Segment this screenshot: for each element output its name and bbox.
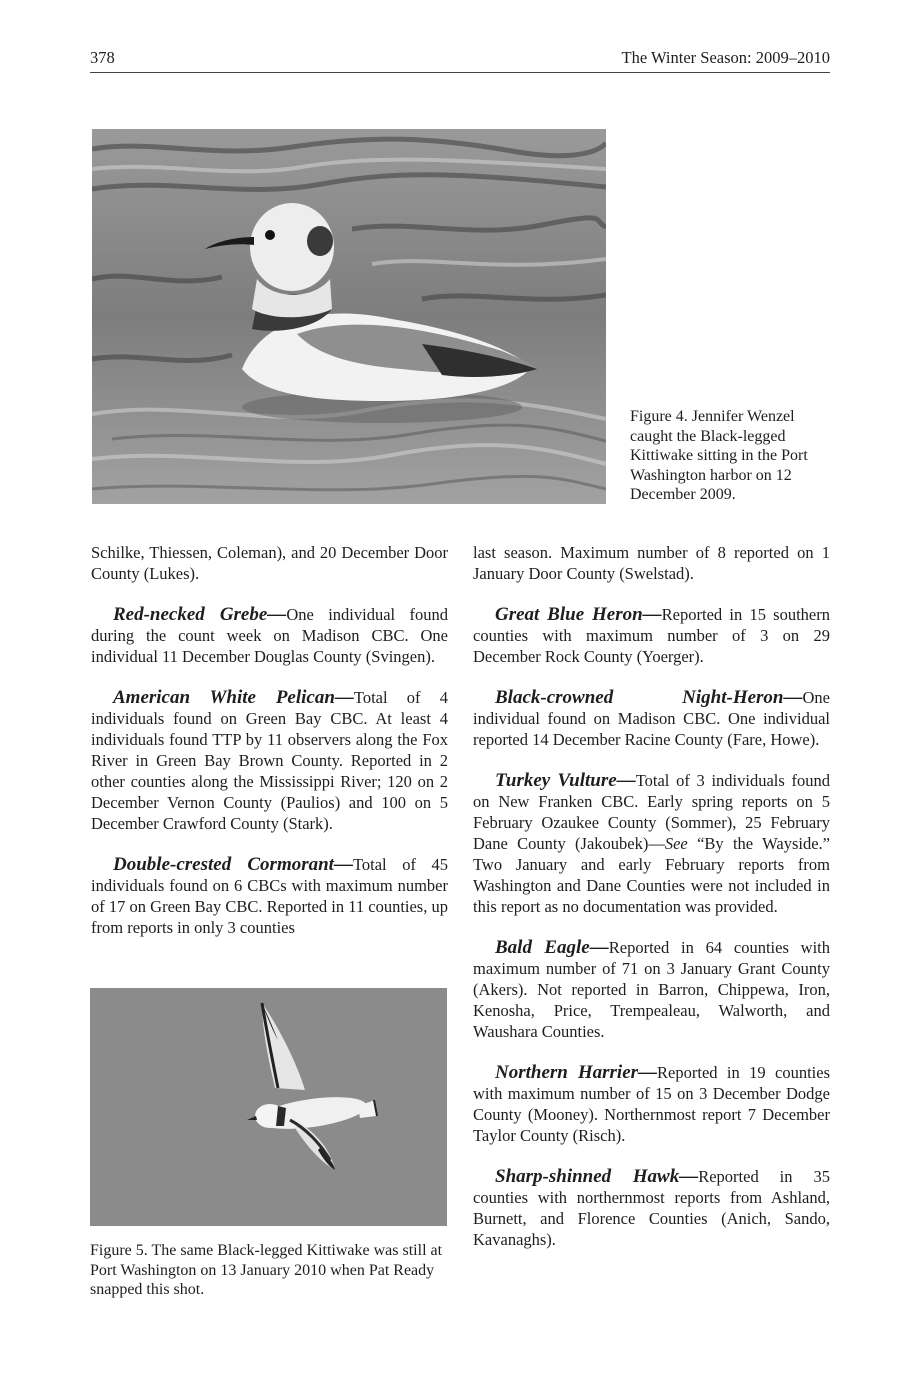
- figure-5-photo: [90, 988, 447, 1226]
- species-name: Double-crested Cormorant—: [113, 854, 353, 875]
- kittiwake-in-flight-image: [90, 988, 447, 1226]
- kittiwake-on-water-image: [92, 129, 606, 504]
- species-name: Black-crowned Night-Heron—: [495, 687, 803, 708]
- species-entry: Black-crowned Night-Heron—One individual found on Madison CBC. One individual reported 14 December Racine County (Fare, Howe).: [473, 687, 830, 749]
- species-entry: Double-crested Cormorant—Total of 45 individuals found on 6 CBCs with maximum number of 17 on Green Bay CBC. Reported in 11 counties, up from reports in only 3 counties: [91, 854, 448, 937]
- figure-5-caption: Figure 5. The same Black-legged Kittiwake was still at Port Washington on 13 January 2010 when Pat Ready snapped this shot.: [90, 1242, 443, 1298]
- species-entry: American White Pelican—Total of 4 individuals found on Green Bay CBC. At least 4 individuals found TTP by 11 observers along the Fox River in Green Bay Brown County. Reported in 2 other counties along the Mississippi River; 120 on 2 December Vernon County (Paulios) and 100 on 5 December Crawford County (Stark).: [91, 687, 448, 833]
- species-name: Northern Harrier—: [495, 1062, 658, 1083]
- species-name: American White Pelican—: [113, 687, 354, 708]
- species-entry: Red-necked Grebe—One individual found during the count week on Madison CBC. One individual 11 December Douglas County (Svingen).: [91, 604, 448, 666]
- figure-4-photo: [92, 129, 606, 504]
- running-header: [90, 48, 830, 73]
- species-name: Red-necked Grebe—: [113, 604, 287, 625]
- figure-4-caption: Figure 4. Jennifer Wenzel caught the Black-legged Kittiwake sitting in the Port Washington harbor on 12 December 2009.: [630, 408, 808, 503]
- species-entry: Northern Harrier—Reported in 19 counties with maximum number of 15 on 3 December Dodge County (Mooney). Northernmost report 7 December Taylor County (Risch).: [473, 1062, 830, 1145]
- continuation-text: Schilke, Thiessen, Coleman), and 20 December Door County (Lukes).: [91, 543, 448, 583]
- species-entry: Great Blue Heron—Reported in 15 southern counties with maximum number of 3 on 29 December Rock County (Yoerger).: [473, 604, 831, 666]
- species-name: Sharp-shinned Hawk—: [495, 1166, 699, 1187]
- continuation-text: last season. Maximum number of 8 reported on 1 January Door County (Swelstad).: [473, 543, 830, 583]
- right-column: [473, 542, 830, 1270]
- left-column: [91, 542, 448, 958]
- species-entry: Turkey Vulture—Total of 3 individuals found on New Franken CBC. Early spring reports on 5 February Ozaukee County (Sommer), 25 February Dane County (Jakoubek)—See “By the Wayside.” Two January and early February reports from Washington and Dane Counties were not included in this report as no documentation was provided.: [473, 770, 830, 916]
- species-entry: Bald Eagle—Reported in 64 counties with maximum number of 71 on 3 January Grant County (Akers). Not reported in Barron, Chippewa, Iron, Kenosha, Price, Trempealeau, Walworth, and Waushara Counties.: [473, 937, 830, 1041]
- running-title: The Winter Season: 2009–2010: [621, 48, 830, 67]
- species-name: Turkey Vulture—: [495, 770, 636, 791]
- species-entry: Sharp-shinned Hawk—Reported in 35 counties with northernmost reports from Ashland, Burnett, and Florence Counties (Anich, Sando, Kavanaghs).: [473, 1166, 830, 1249]
- species-name: Great Blue Heron—: [495, 604, 662, 625]
- species-name: Bald Eagle—: [495, 937, 609, 958]
- page-number: 378: [90, 48, 115, 67]
- see-reference: See: [664, 834, 688, 853]
